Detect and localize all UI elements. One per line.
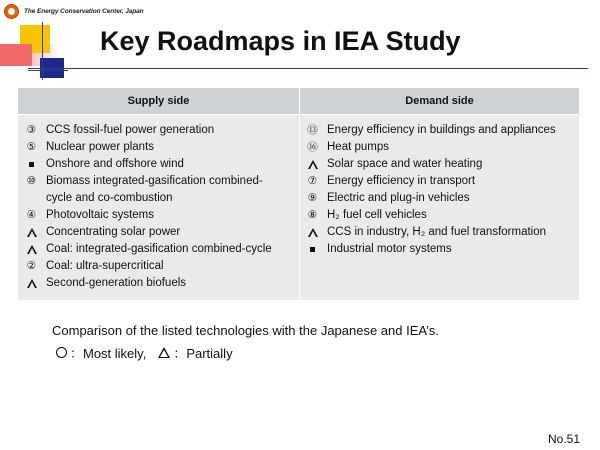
page-number: No.51: [548, 432, 581, 446]
supply-side-list: [21, 122, 272, 292]
list-item: [21, 139, 272, 156]
triangle-icon: [302, 224, 323, 241]
triangle-icon: [158, 347, 170, 358]
item-text: H₂ fuel cell vehicles: [327, 209, 427, 221]
comparison-caption: Comparison of the listed technologies with the Japanese and IEA’s.: [52, 323, 439, 338]
numbered-circle-icon: ⑧: [307, 209, 318, 221]
list-item: [302, 224, 556, 241]
list-item: [302, 156, 556, 173]
item-text: Onshore and offshore wind: [46, 158, 184, 170]
numbered-circle-icon: ⑩: [26, 175, 37, 187]
title-underline: [28, 68, 588, 69]
decor-short-line: [28, 70, 68, 71]
list-item: [21, 224, 272, 241]
list-item: [302, 241, 556, 258]
triangle-icon: [21, 241, 42, 258]
list-item: [302, 122, 556, 139]
numbered-circle-icon: ⑬: [307, 124, 318, 136]
list-item: [302, 173, 556, 190]
item-text: Biomass integrated-gasification combined-: [46, 175, 263, 187]
supply-side-header: Supply side: [127, 95, 190, 107]
triangle-icon: [302, 156, 323, 173]
numbered-circle-icon: ⑦: [307, 175, 318, 187]
item-text: Heat pumps: [327, 141, 390, 153]
org-logo-center: [8, 8, 15, 15]
item-text: Concentrating solar power: [46, 226, 181, 238]
numbered-circle-icon: ⑨: [307, 192, 318, 204]
triangle-icon: [21, 275, 42, 292]
list-item: [21, 190, 272, 207]
bullet-spacer: [21, 190, 42, 207]
list-item: [21, 122, 272, 139]
legend-partially: ：Partially: [173, 346, 233, 361]
numbered-circle-icon: ②: [26, 260, 37, 272]
item-text: Energy efficiency in transport: [327, 175, 476, 187]
numbered-circle-icon: ④: [26, 209, 37, 221]
list-item: [21, 156, 272, 173]
item-text: Nuclear power plants: [46, 141, 155, 153]
demand-side-header: Demand side: [405, 95, 474, 107]
item-text: Photovoltaic systems: [46, 209, 155, 221]
square-bullet-icon: [21, 156, 42, 173]
item-text: Industrial motor systems: [327, 243, 452, 255]
org-name: The Energy Conservation Center, Japan: [24, 8, 144, 15]
item-text: CCS fossil-fuel power generation: [46, 124, 215, 136]
triangle-icon: [21, 224, 42, 241]
list-item: [21, 275, 272, 292]
item-text: Electric and plug-in vehicles: [327, 192, 470, 204]
slide-title: Key Roadmaps in IEA Study: [100, 26, 461, 56]
item-text: Coal: ultra-supercritical: [46, 260, 164, 272]
item-text: Second-generation biofuels: [46, 277, 187, 289]
legend: [56, 343, 233, 362]
list-item: [21, 207, 272, 224]
list-item: [21, 258, 272, 275]
numbered-circle-icon: ⑯: [307, 141, 318, 153]
numbered-circle-icon: ⑤: [26, 141, 37, 153]
demand-side-list: [302, 122, 556, 258]
item-text: Solar space and water heating: [327, 158, 483, 170]
decor-red-block: [0, 44, 32, 66]
column-divider: [299, 88, 300, 300]
list-item: [21, 173, 272, 190]
legend-most-likely: ：Most likely,: [70, 346, 147, 361]
item-text: cycle and co-combustion: [46, 192, 173, 204]
item-text: CCS in industry, H₂ and fuel transformation: [327, 226, 547, 238]
circle-icon: [56, 347, 67, 358]
list-item: [302, 139, 556, 156]
decor-vertical-line: [42, 22, 43, 80]
list-item: [302, 190, 556, 207]
numbered-circle-icon: ③: [26, 124, 37, 136]
list-item: [21, 241, 272, 258]
item-text: Coal: integrated-gasification combined-cycle: [46, 243, 272, 255]
list-item: [302, 207, 556, 224]
item-text: Energy efficiency in buildings and appliances: [327, 124, 556, 136]
square-bullet-icon: [302, 241, 323, 258]
